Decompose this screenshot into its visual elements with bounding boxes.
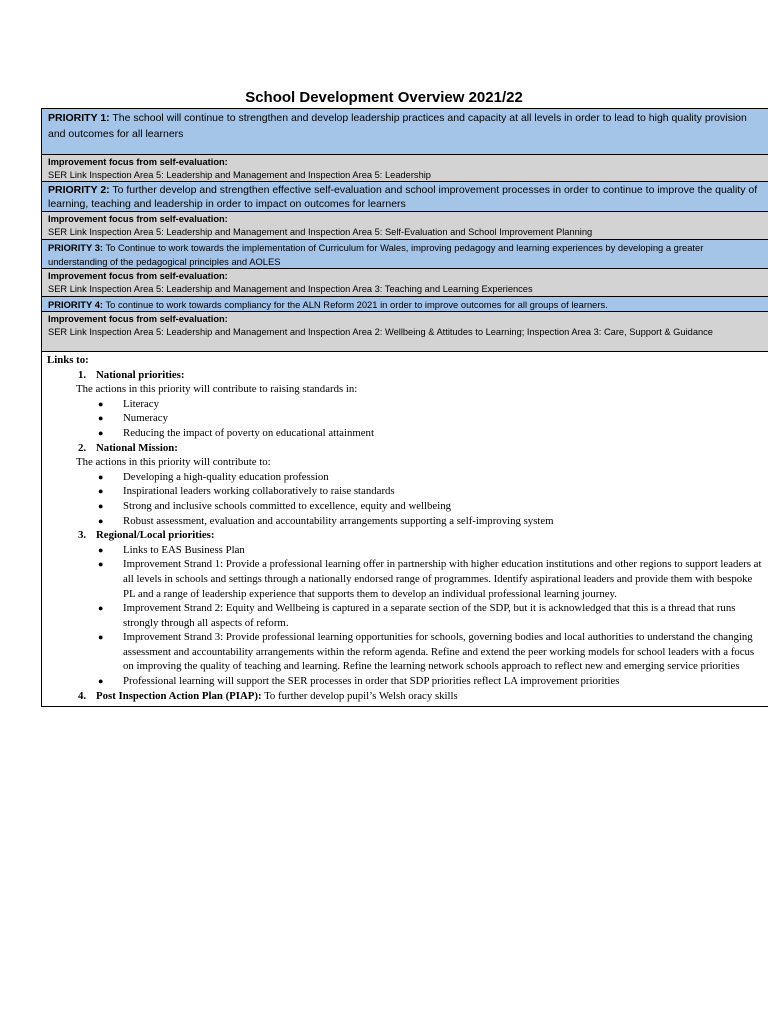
list-item: ● Numeracy [98, 412, 168, 425]
piap-heading [48, 689, 762, 704]
list-item: ● Improvement Strand 2: Equity and Wellbeing is captured in a separate section of the SDP, but it is acknowledged that this is a thread that runs strongly through all aspects of reform. [98, 602, 736, 629]
focus-2-row [42, 212, 768, 240]
list-item: ● Reducing the impact of poverty on educational attainment [98, 426, 374, 439]
links-section [42, 352, 768, 706]
list-item: ● Links to EAS Business Plan [98, 543, 245, 556]
bullet-icon: ● [98, 515, 104, 526]
bullet-icon: ● [98, 603, 104, 614]
priority-3-text: To Continue to work towards the implementation of Curriculum for Wales, improving pedagogy and learning experiences by developing a greater understanding of the pedagogical principles and AOLES [48, 242, 704, 267]
list-item: ● Inspirational leaders working collaboratively to raise standards [98, 485, 395, 498]
national-mission-heading [48, 441, 762, 456]
section-intro: The actions in this priority will contribute to: [76, 456, 271, 469]
national-priorities-heading [48, 368, 762, 383]
priority-1-label: PRIORITY 1: [48, 112, 110, 124]
piap-text: To further develop pupil’s Welsh oracy skills [261, 689, 458, 702]
focus-3-text: SER Link Inspection Area 5: Leadership and Management and Inspection Area 3: Teaching and Learning Experiences [48, 284, 533, 294]
list-item: ● Improvement Strand 3: Provide professional learning opportunities for schools, governing bodies and local authorities to understand the changing assessment and accountability arrangements within the reform agenda. Refine and extend the peer working models for school leaders with a focus on improving the quality of teaching and learning. Refine the learning network schools approach to reflect new and emerging service priorities [98, 631, 755, 673]
focus-1-label: Improvement focus from self-evaluation: [48, 157, 228, 167]
focus-2-label: Improvement focus from self-evaluation: [48, 214, 228, 224]
list-item: ● Professional learning will support the SER processes in order that SDP priorities reflect LA improvement priorities [98, 675, 620, 688]
focus-4-row [42, 312, 768, 352]
list-item: ● Improvement Strand 1: Provide a professional learning offer in partnership with higher education institutions and other regions to support leaders at all levels in schools and settings through a nationally endorsed range of programmes. Identify aspirational leaders and provide them with bespoke PL and a range of leadership experience that supports them to develop an individual professional learning journey. [98, 558, 762, 600]
bullet-icon: ● [98, 559, 104, 570]
priority-4-text: To continue to work towards compliancy for the ALN Reform 2021 in order to improve outcomes for all groups of learners. [103, 299, 608, 310]
section-title: National priorities: [96, 368, 185, 381]
section-title: Post Inspection Action Plan (PIAP): [96, 689, 262, 702]
bullet-icon: ● [98, 544, 104, 555]
bullet-icon: ● [98, 676, 104, 687]
focus-2-text: SER Link Inspection Area 5: Leadership and Management and Inspection Area 5: Self-Evaluation and School Improvement Planning [48, 227, 593, 237]
section-number: 3. [78, 529, 87, 542]
bullet-icon: ● [98, 398, 104, 409]
bullet-icon: ● [98, 413, 104, 424]
section-number: 4. [78, 689, 87, 702]
section-number: 2. [78, 441, 87, 454]
bullet-icon: ● [98, 471, 104, 482]
national-mission-list [48, 470, 762, 528]
list-item: ● Strong and inclusive schools committed to excellence, equity and wellbeing [98, 499, 452, 512]
section-intro: The actions in this priority will contribute to raising standards in: [76, 383, 358, 396]
bullet-icon: ● [98, 500, 104, 511]
section-title: National Mission: [96, 441, 178, 454]
priority-3-row [42, 240, 768, 269]
priority-4-row [42, 297, 768, 312]
priority-1-text: The school will continue to strengthen and develop leadership practices and capacity at all levels in order to lead to high quality provision and outcomes for all learners [48, 112, 747, 140]
list-item: ● Literacy [98, 397, 159, 410]
priority-2-text: To further develop and strengthen effective self-evaluation and school improvement processes in order to continue to improve the quality of learning, teaching and leadership in order to impact on outcomes for learners [48, 184, 758, 210]
focus-3-row [42, 269, 768, 297]
focus-1-text: SER Link Inspection Area 5: Leadership and Management and Inspection Area 5: Leadership [48, 170, 431, 180]
section-title: Regional/Local priorities: [96, 529, 215, 542]
focus-4-text: SER Link Inspection Area 5: Leadership and Management and Inspection Area 2: Wellbeing & Attitudes to Learning; Inspection Area 3: Care, Support & Guidance [48, 327, 713, 337]
priority-2-row [42, 182, 768, 212]
national-priorities-list [48, 397, 762, 441]
development-overview-table [41, 108, 768, 707]
bullet-icon: ● [98, 427, 104, 438]
section-number: 1. [78, 368, 87, 381]
priority-1-row [42, 109, 768, 155]
links-heading: Links to: [47, 354, 89, 366]
priority-2-label: PRIORITY 2: [48, 184, 110, 196]
focus-4-label: Improvement focus from self-evaluation: [48, 314, 228, 324]
regional-priorities-list [48, 543, 762, 689]
list-item: ● Robust assessment, evaluation and accountability arrangements supporting a self-improving system [98, 514, 554, 527]
page-title: School Development Overview 2021/22 [245, 89, 523, 106]
bullet-icon: ● [98, 486, 104, 497]
bullet-icon: ● [98, 632, 104, 643]
list-item: ● Developing a high-quality education profession [98, 470, 329, 483]
priority-3-label: PRIORITY 3: [48, 242, 104, 253]
focus-3-label: Improvement focus from self-evaluation: [48, 271, 228, 281]
focus-1-row [42, 155, 768, 182]
regional-priorities-heading [48, 528, 762, 543]
priority-4-label: PRIORITY 4: [48, 299, 104, 310]
